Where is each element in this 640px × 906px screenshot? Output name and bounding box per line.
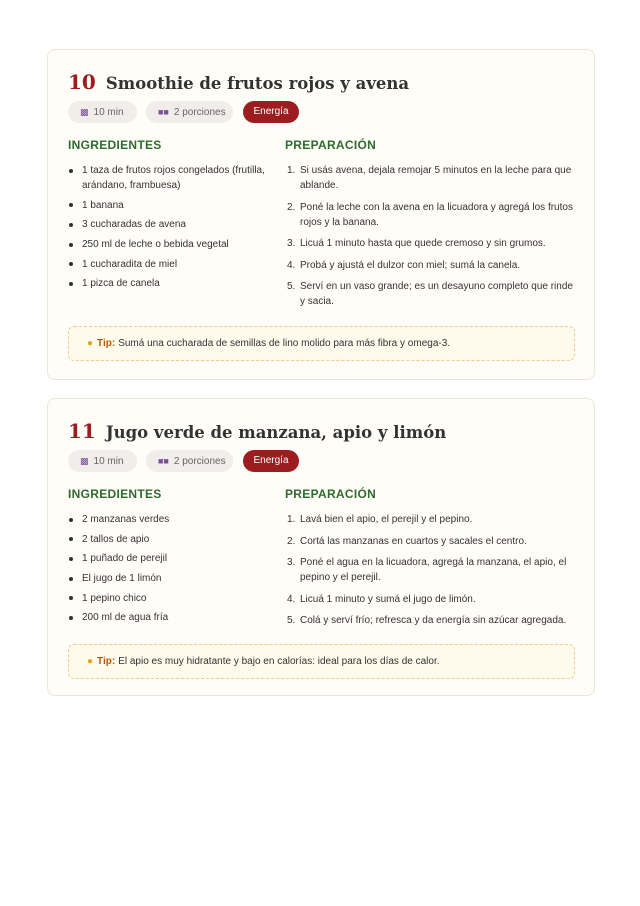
- ingredient-item: 1 puñado de perejil: [68, 551, 268, 566]
- ingredient-item: 1 cucharadita de miel: [68, 257, 268, 272]
- step-item: 2. Cortá las manzanas en cuartos y sacales el centro.: [287, 535, 527, 547]
- tip-label: Tip:: [97, 338, 116, 349]
- servings-chip: [146, 450, 233, 472]
- ingredient-item: El jugo de 1 limón: [68, 571, 268, 586]
- step-item: 2. Poné la leche con la avena en la licuadora y agregá los frutos rojos y la banana.: [287, 201, 573, 228]
- ingredient-item: 1 pepino chico: [68, 591, 268, 606]
- ingredient-item: 1 banana: [68, 198, 268, 213]
- ingredients-heading: INGREDIENTES: [68, 138, 162, 152]
- step-item: 4. Licuá 1 minuto y sumá el jugo de limón.: [287, 593, 476, 605]
- ingredient-item: 250 ml de leche o bebida vegetal: [68, 237, 268, 252]
- ingredients-list: [68, 163, 268, 296]
- step-text: Si usás avena, dejala remojar 5 minutos en la leche para que ablande.: [300, 165, 572, 191]
- time-value: 10 min: [93, 107, 124, 118]
- servings-value: 2 porciones: [173, 107, 226, 118]
- preparation-steps: [285, 163, 575, 316]
- step-item: 3. Licuá 1 minuto hasta que quede cremoso y sin grumos.: [287, 238, 546, 249]
- recipe-title: [68, 419, 446, 445]
- step-text: Licuá 1 minuto hasta que quede cremoso y sin grumos.: [300, 238, 546, 249]
- step-text: Poné la leche con la avena en la licuadora y agregá los frutos rojos y la banana.: [300, 201, 573, 228]
- recipe-card: [47, 398, 595, 696]
- recipe-card: [47, 49, 595, 380]
- step-text: Serví en un vaso grande; es un desayuno completo que rinde y sacia.: [300, 281, 573, 307]
- servings-chip: [146, 101, 233, 123]
- category-tag: Energía: [243, 450, 299, 472]
- lightbulb-icon: ●: [87, 338, 94, 349]
- preparation-heading: PREPARACIÓN: [285, 138, 377, 152]
- people-icon: ■■: [158, 456, 169, 466]
- step-text: Poné el agua en la licuadora, agregá la manzana, el apio, el pepino y el perejil.: [300, 557, 567, 583]
- ingredient-item: 200 ml de agua fría: [68, 610, 268, 625]
- preparation-heading: PREPARACIÓN: [285, 487, 377, 501]
- tip-text: El apio es muy hidratante y bajo en calorías: ideal para los días de calor.: [118, 656, 440, 667]
- timer-icon: ▩: [80, 456, 89, 466]
- people-icon: ■■: [158, 107, 169, 117]
- recipe-name: Smoothie de frutos rojos y avena: [105, 74, 410, 93]
- step-item: 1. Lavá bien el apio, el perejil y el pepino.: [287, 514, 473, 525]
- step-text: Licuá 1 minuto y sumá el jugo de limón.: [300, 593, 476, 605]
- tip-text: Sumá una cucharada de semillas de lino molido para más fibra y omega-3.: [118, 338, 451, 349]
- timer-icon: ▩: [80, 107, 89, 117]
- servings-value: 2 porciones: [173, 456, 226, 467]
- ingredient-item: 1 taza de frutos rojos congelados (frutilla, arándano, frambuesa): [68, 163, 268, 193]
- step-text: Lavá bien el apio, el perejil y el pepino.: [300, 514, 473, 525]
- step-item: 4. Probá y ajustá el dulzor con miel; sumá la canela.: [287, 259, 521, 271]
- time-chip: [68, 101, 137, 123]
- recipe-number: 11: [68, 419, 96, 443]
- tip-label: Tip:: [97, 656, 116, 667]
- recipe-title: [68, 70, 409, 96]
- step-item: 3. Poné el agua en la licuadora, agregá la manzana, el apio, el pepino y el perejil.: [287, 557, 567, 583]
- preparation-steps: [285, 512, 575, 635]
- ingredient-item: 3 cucharadas de avena: [68, 217, 268, 232]
- category-tag: Energía: [243, 101, 299, 123]
- step-text: Probá y ajustá el dulzor con miel; sumá la canela.: [300, 259, 521, 271]
- ingredients-heading: INGREDIENTES: [68, 487, 162, 501]
- recipe-number: 10: [68, 70, 96, 94]
- ingredient-item: 2 tallos de apio: [68, 532, 268, 547]
- lightbulb-icon: ●: [87, 656, 94, 667]
- ingredients-list: [68, 512, 268, 630]
- recipe-name: Jugo verde de manzana, apio y limón: [105, 423, 447, 442]
- step-item: 5. Colá y serví frío; refresca y da energía sin azúcar agregada.: [287, 615, 567, 626]
- ingredient-item: 2 manzanas verdes: [68, 512, 268, 527]
- time-chip: [68, 450, 137, 472]
- tip-box: [68, 326, 575, 361]
- time-value: 10 min: [93, 456, 124, 467]
- ingredient-item: 1 pizca de canela: [68, 276, 268, 291]
- tip-box: [68, 644, 575, 679]
- step-text: Cortá las manzanas en cuartos y sacales el centro.: [300, 535, 527, 547]
- step-item: 1. Si usás avena, dejala remojar 5 minutos en la leche para que ablande.: [287, 165, 572, 191]
- step-item: 5. Serví en un vaso grande; es un desayuno completo que rinde y sacia.: [287, 281, 573, 307]
- step-text: Colá y serví frío; refresca y da energía sin azúcar agregada.: [300, 615, 567, 626]
